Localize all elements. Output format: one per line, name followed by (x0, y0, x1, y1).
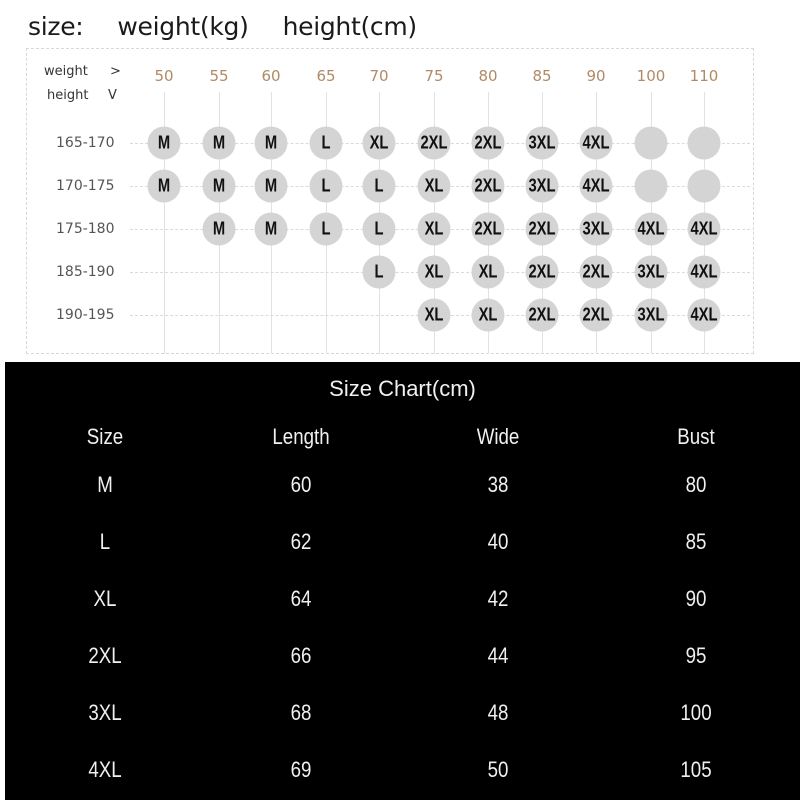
size-dot-label: M (212, 132, 226, 153)
table-cell (85, 700, 124, 726)
size-dot-label: 2XL (528, 261, 556, 282)
chart-heading (28, 12, 451, 41)
size-chart-title: Size Chart(cm) (329, 376, 476, 401)
table-cell (289, 643, 313, 669)
size-dot-label: M (264, 218, 278, 239)
size-dot-label: M (264, 175, 278, 196)
size-dot-label: M (212, 175, 226, 196)
table-cell (289, 472, 313, 498)
size-dot (635, 299, 668, 332)
size-dot (203, 170, 236, 203)
size-dot-label: L (321, 132, 331, 153)
table-cell-text: 105 (680, 757, 712, 782)
table-cell (85, 643, 124, 669)
size-dot-label: XL (478, 304, 498, 325)
size-dot (526, 170, 559, 203)
table-cell (684, 643, 708, 669)
table-cell-text: 62 (290, 529, 312, 554)
weight-column-label: 55 (209, 67, 229, 85)
table-cell (85, 757, 124, 783)
size-dot (418, 213, 451, 246)
size-dot-label: 4XL (582, 175, 610, 196)
table-cell (486, 529, 510, 555)
size-dot-label: 2XL (474, 175, 502, 196)
size-dot (580, 256, 613, 289)
size-dot-label: XL (424, 261, 444, 282)
size-label: size: (28, 12, 84, 41)
table-cell (486, 643, 510, 669)
size-dot (363, 213, 396, 246)
table-cell-text: 3XL (88, 700, 122, 725)
size-dot (526, 256, 559, 289)
size-dot-label: 4XL (690, 261, 718, 282)
size-dot (255, 127, 288, 160)
size-dot (688, 170, 721, 203)
size-dot-label: 2XL (420, 132, 448, 153)
size-dot (472, 127, 505, 160)
weight-column-label: 110 (689, 67, 719, 85)
size-dot-label: 4XL (690, 218, 718, 239)
weight-column-label: 90 (586, 67, 606, 85)
table-cell (289, 586, 313, 612)
size-dot-label: 2XL (582, 304, 610, 325)
size-dot-label: M (264, 132, 278, 153)
size-dot-label: M (212, 218, 226, 239)
table-cell (289, 700, 313, 726)
size-dot-label: M (157, 132, 171, 153)
height-axis-arrow-icon: V (108, 88, 117, 103)
size-dot-label: L (374, 175, 384, 196)
size-dot (472, 299, 505, 332)
table-cell (92, 586, 119, 612)
height-row-label: 185-190 (56, 264, 115, 280)
table-cell (684, 472, 708, 498)
table-header-cell (267, 424, 334, 450)
size-dot-label: 4XL (582, 132, 610, 153)
size-dot-label: 4XL (690, 304, 718, 325)
size-dot-label: L (374, 218, 384, 239)
table-cell-text: 44 (487, 643, 509, 668)
size-dot (363, 127, 396, 160)
table-header-text: Length (272, 424, 330, 449)
table-cell-text: 48 (487, 700, 509, 725)
weight-column-label: 60 (261, 67, 281, 85)
size-dot-label: XL (424, 218, 444, 239)
size-dot-label: L (321, 218, 331, 239)
table-cell-text: L (99, 529, 111, 554)
weight-column-label: 85 (532, 67, 552, 85)
size-dot (148, 170, 181, 203)
table-cell-text: 2XL (88, 643, 122, 668)
size-dot-label: XL (478, 261, 498, 282)
weight-axis-arrow-icon: > (110, 64, 121, 79)
table-cell-text: 4XL (88, 757, 122, 782)
size-dot (635, 127, 668, 160)
table-header-cell (473, 424, 523, 450)
weight-column-label: 65 (316, 67, 336, 85)
size-dot (580, 170, 613, 203)
height-unit-label: height(cm) (282, 12, 417, 41)
table-cell (486, 757, 510, 783)
table-cell-text: 100 (680, 700, 712, 725)
size-dot (472, 256, 505, 289)
table-header-text: Size (86, 424, 124, 449)
size-dot (580, 299, 613, 332)
table-cell (486, 472, 510, 498)
table-cell-text: 40 (487, 529, 509, 554)
height-row-label: 175-180 (56, 221, 115, 237)
size-dot-label: XL (369, 132, 389, 153)
size-dot (310, 127, 343, 160)
height-row-label: 165-170 (56, 135, 115, 151)
size-dot-label: 3XL (637, 304, 665, 325)
size-dot-label: 2XL (528, 218, 556, 239)
size-dot (203, 127, 236, 160)
size-dot-label: L (374, 261, 384, 282)
size-dot-label: 3XL (528, 132, 556, 153)
size-dot (688, 299, 721, 332)
size-dot-label: 3XL (637, 261, 665, 282)
size-dot-label: 2XL (582, 261, 610, 282)
table-cell (678, 700, 715, 726)
table-cell-text: XL (93, 586, 117, 611)
table-header-text: Wide (476, 424, 520, 449)
table-cell (486, 700, 510, 726)
height-row-label: 190-195 (56, 307, 115, 323)
size-dot (472, 213, 505, 246)
size-dot (418, 127, 451, 160)
weight-axis-label: weight (44, 64, 88, 79)
size-dot (526, 299, 559, 332)
weight-unit-label: weight(kg) (117, 12, 249, 41)
table-cell-text: 90 (685, 586, 707, 611)
table-cell (684, 529, 708, 555)
size-dot-label: XL (424, 304, 444, 325)
table-cell-text: M (97, 472, 113, 497)
size-dot (635, 170, 668, 203)
table-header-text: Bust (677, 424, 715, 449)
size-dot (148, 127, 181, 160)
size-dot-label: 3XL (582, 218, 610, 239)
table-cell (486, 586, 510, 612)
size-dot (635, 213, 668, 246)
size-chart-panel (5, 362, 800, 800)
table-cell (99, 529, 111, 555)
size-dot (688, 256, 721, 289)
table-header-cell (84, 424, 127, 450)
table-cell-text: 42 (487, 586, 509, 611)
height-row-label: 170-175 (56, 178, 115, 194)
height-axis-label: height (47, 88, 89, 103)
size-dot (203, 213, 236, 246)
table-header-cell (674, 424, 718, 450)
size-dot-label: 2XL (474, 218, 502, 239)
table-cell (289, 757, 313, 783)
size-dot (255, 170, 288, 203)
size-dot-label: XL (424, 175, 444, 196)
size-dot (310, 213, 343, 246)
table-cell-text: 50 (487, 757, 509, 782)
size-dot (418, 256, 451, 289)
size-dot (310, 170, 343, 203)
size-dot (255, 213, 288, 246)
size-dot (526, 213, 559, 246)
size-dot (635, 256, 668, 289)
size-dot-label: 3XL (528, 175, 556, 196)
size-dot-label: 4XL (637, 218, 665, 239)
weight-column-label: 75 (424, 67, 444, 85)
table-cell (678, 757, 715, 783)
size-dot-label: L (321, 175, 331, 196)
size-dot (363, 170, 396, 203)
table-cell (289, 529, 313, 555)
size-dot-label: 2XL (474, 132, 502, 153)
size-dot (688, 213, 721, 246)
weight-column-label: 100 (636, 67, 666, 85)
table-cell (684, 586, 708, 612)
size-dot (526, 127, 559, 160)
size-dot-label: M (157, 175, 171, 196)
size-dot (688, 127, 721, 160)
weight-column-label: 50 (154, 67, 174, 85)
table-cell-text: 64 (290, 586, 312, 611)
table-cell-text: 68 (290, 700, 312, 725)
weight-column-label: 80 (478, 67, 498, 85)
size-dot (363, 256, 396, 289)
size-dot (418, 299, 451, 332)
size-dot (580, 127, 613, 160)
table-cell-text: 95 (685, 643, 707, 668)
table-cell-text: 85 (685, 529, 707, 554)
size-dot-label: 2XL (528, 304, 556, 325)
table-cell-text: 60 (290, 472, 312, 497)
size-dot (472, 170, 505, 203)
table-cell-text: 66 (290, 643, 312, 668)
table-cell-text: 38 (487, 472, 509, 497)
weight-column-label: 70 (369, 67, 389, 85)
table-cell-text: 80 (685, 472, 707, 497)
table-cell-text: 69 (290, 757, 312, 782)
size-dot (580, 213, 613, 246)
size-dot (418, 170, 451, 203)
table-cell (96, 472, 114, 498)
